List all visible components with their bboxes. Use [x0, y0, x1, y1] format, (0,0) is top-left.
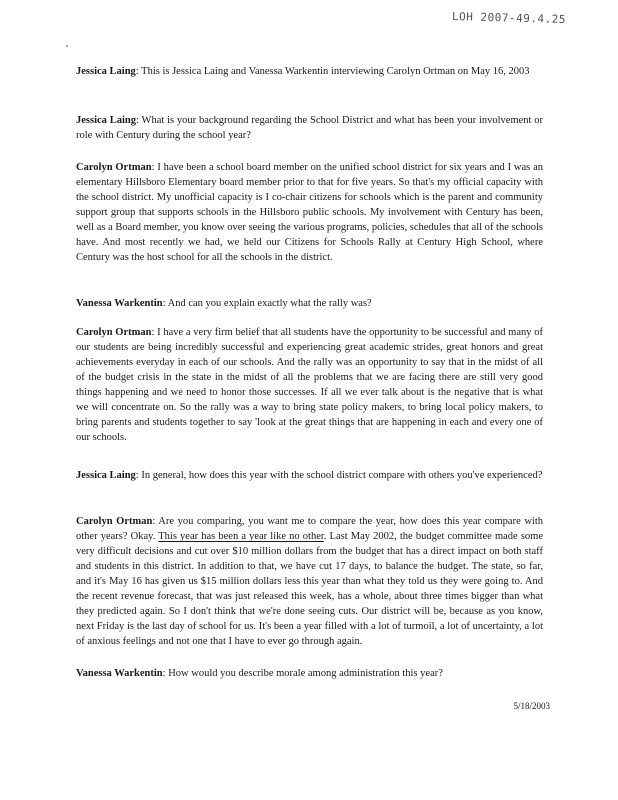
underlined-phrase: This year has been a year like no other	[158, 531, 324, 542]
paragraph-text: This is Jessica Laing and Vanessa Warkentin interviewing Carolyn Ortman on May 16, 2003	[141, 66, 530, 77]
paragraph-text: What is your background regarding the School District and what has been your involvement or role with Century during the school year?	[76, 115, 543, 141]
paragraph-text: I have a very firm belief that all students have the opportunity to be successful and many of our students are being incredibly successful and experiencing great academic strides, great honors and great achievements everyday in each of our schools. And the rally was an opportunity to say that in the midst of all of the budget crisis in the state in the midst of all the problems that we are facing there are still very good things happening and we need to honor those successes. If all we ever talk about is the negative that is what we will concentrate on. So the rally was a way to bring state policy makers, to bring local policy makers, to bring parents and students together to say 'look at the great things that are happening in each and every one of our schools.	[76, 327, 543, 443]
transcript-paragraph	[76, 514, 543, 649]
paragraph-text: How would you describe morale among administration this year?	[168, 668, 443, 679]
transcript-paragraph	[76, 113, 543, 143]
colon: :	[135, 470, 142, 481]
speaker-name: Carolyn Ortman	[76, 516, 153, 527]
transcript-paragraph	[76, 468, 543, 483]
transcript-paragraph	[76, 325, 543, 445]
paragraph-text: And can you explain exactly what the rally was?	[167, 298, 372, 309]
colon: :	[151, 327, 158, 338]
transcript-paragraph	[76, 64, 543, 79]
speaker-name: Jessica Laing	[76, 115, 136, 126]
scan-speck	[66, 45, 68, 47]
date-stamp: 5/18/2003	[513, 701, 550, 711]
colon: :	[151, 162, 158, 173]
transcript-paragraph	[76, 160, 543, 265]
speaker-name: Jessica Laing	[76, 66, 136, 77]
colon: :	[152, 516, 159, 527]
colon: :	[135, 66, 142, 77]
colon: :	[162, 298, 168, 309]
transcript-paragraph	[76, 666, 543, 681]
transcript-paragraph	[76, 296, 543, 311]
speaker-name: Carolyn Ortman	[76, 327, 152, 338]
colon: :	[135, 115, 142, 126]
accession-note: LOH 2007-49.4.25	[451, 10, 567, 27]
speaker-name: Jessica Laing	[76, 470, 136, 481]
speaker-name: Carolyn Ortman	[76, 162, 152, 173]
speaker-name: Vanessa Warkentin	[76, 668, 163, 679]
speaker-name: Vanessa Warkentin	[76, 298, 163, 309]
paragraph-text: In general, how does this year with the school district compare with others you've experienced?	[141, 470, 543, 481]
paragraph-text: I have been a school board member on the unified school district for six years and I was an elementary Hillsboro Elementary board member prior to that for five years. So that's my official capacity with the school district. My unofficial capacity is I co-chair citizens for schools which is the parent and community support group that supports schools in the Hillsboro public schools. My involvement with Century has been, well as a Board member, you know over seeing the various programs, policies, schedules that all of the schools have. And most recently we had, we held our Citizens for Schools Rally at Century High School, where Century was the host school for all the schools in the district.	[76, 162, 544, 263]
paragraph-text: Are you comparing, you want me to compare the year, how does this year compare with other years? Okay.	[76, 516, 543, 542]
colon: :	[162, 668, 169, 679]
paragraph-text: . Last May 2002, the budget committee made some very difficult decisions and cut over $10 million dollars from the budget that has a direct impact on both staff and students in this district. In addition to that, we have cut 17 days, to balance the budget. The state, so far, and it's May 16 has given us $15 million dollars less this year than what they told us they were going to. And the recent revenue forecast, that was just released this week, has a whole, about three times bigger than what they predicted again. So I don't think that we're done seeing cuts. Our district will be, because as you know, next Friday is the last day of school for us. It's been a year filled with a lot of turmoil, a lot of uncertainty, a lot of anxious feelings and not one that I have to ever go through again.	[76, 531, 543, 647]
